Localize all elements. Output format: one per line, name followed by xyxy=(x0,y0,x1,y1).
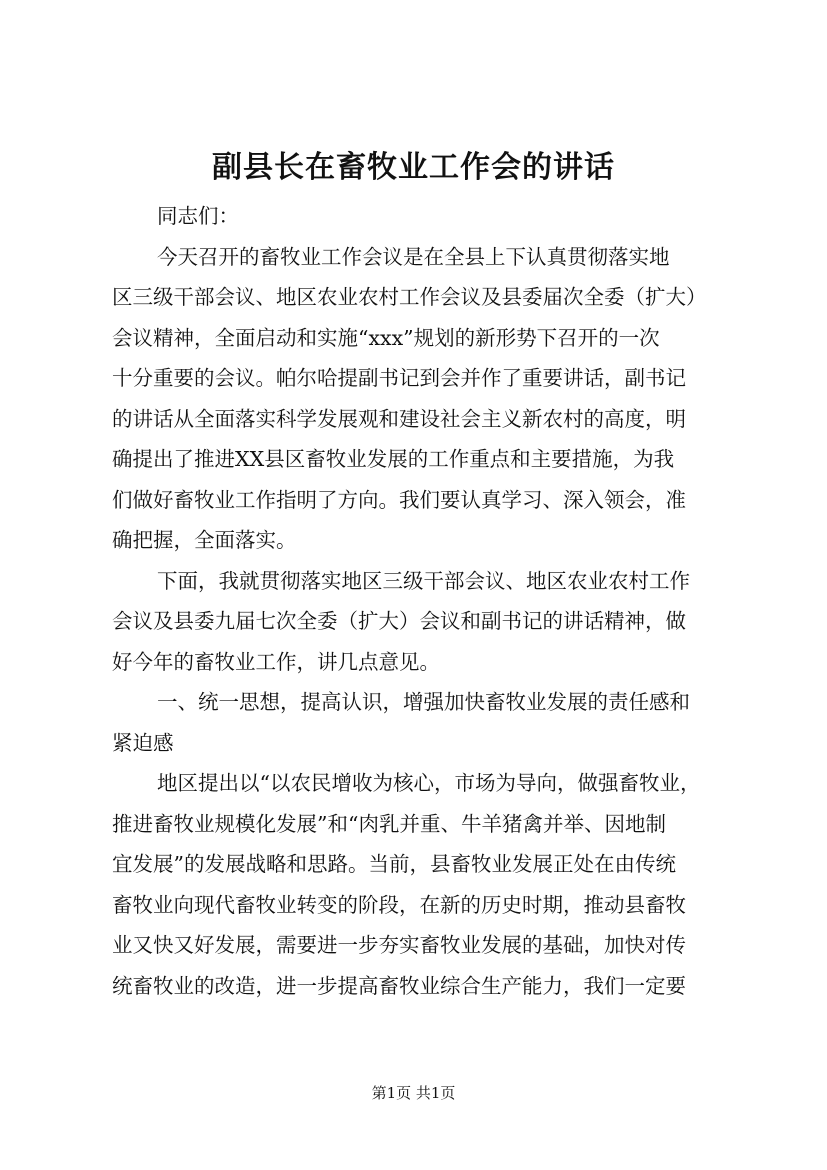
paragraph-2 xyxy=(112,561,724,683)
paragraph-line: 的讲话从全面落实科学发展观和建设社会主义新农村的高度，明 xyxy=(112,406,686,431)
greeting xyxy=(112,196,724,237)
section-heading-1 xyxy=(112,682,724,763)
document-title: 副县长在畜牧业工作会的讲话 xyxy=(212,150,615,185)
paragraph-line: 确把握，全面落实。 xyxy=(112,528,297,552)
paragraph-1 xyxy=(112,237,724,561)
paragraph-line: 业又快又好发展，需要进一步夯实畜牧业发展的基础，加快对传 xyxy=(112,933,686,957)
paragraph-line: 畜牧业向现代畜牧业转变的阶段，在新的历史时期，推动县畜牧 xyxy=(112,892,686,917)
page-number-footer: 第1页 共1页 xyxy=(371,1084,456,1102)
document-body xyxy=(112,196,724,1006)
paragraph-line: 确提出了推进XX县区畜牧业发展的工作重点和主要措施，为我 xyxy=(112,447,675,471)
paragraph-line: 统畜牧业的改造，进一步提高畜牧业综合生产能力，我们一定要 xyxy=(112,973,686,998)
greeting-line: 同志们： xyxy=(157,204,239,228)
paragraph-line: 会议精神，全面启动和实施“xxx”规划的新形势下召开的一次 xyxy=(112,325,660,350)
paragraph-line: 十分重要的会议。帕尔哈提副书记到会并作了重要讲话，副书记 xyxy=(112,366,686,390)
paragraph-line: 地区提出以“以农民增收为核心，市场为导向，做强畜牧业， xyxy=(157,771,701,795)
paragraph-line: 推进畜牧业规模化发展”和“肉乳并重、牛羊猪禽并举、因地制 xyxy=(112,811,666,836)
paragraph-line: 们做好畜牧业工作指明了方向。我们要认真学习、深入领会，准 xyxy=(112,487,686,512)
paragraph-line: 今天召开的畜牧业工作会议是在全县上下认真贯彻落实地 xyxy=(157,244,670,269)
paragraph-line: 会议及县委九届七次全委（扩大）会议和副书记的讲话精神，做 xyxy=(112,609,686,633)
paragraph-3 xyxy=(112,763,724,1006)
paragraph-line: 好今年的畜牧业工作，讲几点意见。 xyxy=(112,649,440,674)
paragraph-line: 宜发展”的发展战略和思路。当前，县畜牧业发展正处在由传统 xyxy=(112,852,676,876)
paragraph-line: 下面，我就贯彻落实地区三级干部会议、地区农业农村工作 xyxy=(157,568,690,593)
section-heading-line: 紧迫感 xyxy=(112,730,174,755)
section-heading-line: 一、统一思想，提高认识，增强加快畜牧业发展的责任感和 xyxy=(157,690,690,714)
paragraph-line: 区三级干部会议、地区农业农村工作会议及县委届次全委（扩大） xyxy=(112,285,707,309)
